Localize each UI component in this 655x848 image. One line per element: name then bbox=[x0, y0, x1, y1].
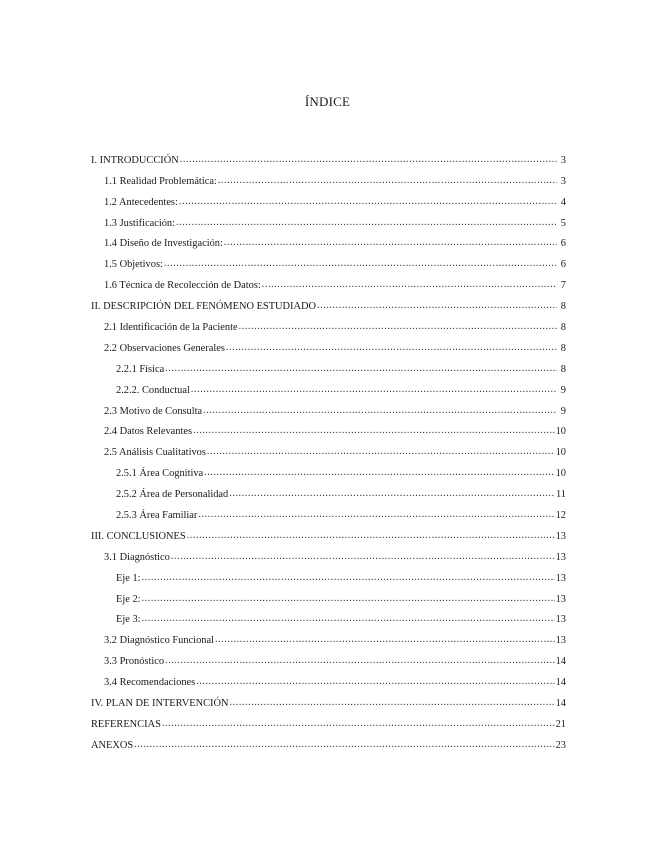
dot-leader bbox=[239, 322, 557, 334]
dot-leader bbox=[196, 677, 554, 689]
toc-entry-label: 1.4 Diseño de Investigación: bbox=[104, 238, 223, 250]
toc-entry[interactable] bbox=[91, 271, 566, 292]
toc-entry-label: 2.3 Motivo de Consulta bbox=[104, 405, 203, 417]
toc-entry-label: 2.2.2. Conductual bbox=[116, 384, 190, 396]
toc-entry-page-number: 13 bbox=[555, 530, 566, 542]
toc-entry-page-number: 6 bbox=[560, 238, 566, 250]
dot-leader bbox=[193, 426, 555, 438]
toc-entry-label: Eje 3: bbox=[116, 614, 141, 626]
dot-leader bbox=[187, 531, 555, 543]
toc-entry-page-number: 8 bbox=[560, 363, 566, 375]
toc-entry[interactable] bbox=[91, 250, 566, 271]
dot-leader bbox=[317, 301, 557, 313]
toc-entry[interactable] bbox=[91, 543, 566, 564]
dot-leader bbox=[226, 343, 557, 355]
dot-leader bbox=[142, 573, 555, 585]
toc-entry[interactable] bbox=[91, 438, 566, 459]
toc-entry-page-number: 10 bbox=[555, 426, 566, 438]
dot-leader bbox=[262, 280, 557, 292]
toc-entry-label: 3.4 Recomendaciones bbox=[104, 677, 196, 689]
dot-leader bbox=[162, 719, 555, 731]
toc-entry[interactable] bbox=[91, 522, 566, 543]
toc-entry-page-number: 13 bbox=[555, 572, 566, 584]
dot-leader bbox=[204, 468, 554, 480]
toc-entry-page-number: 8 bbox=[560, 301, 566, 313]
dot-leader bbox=[134, 740, 554, 752]
toc-entry-label: 1.1 Realidad Problemática: bbox=[104, 175, 217, 187]
toc-entry-label: 2.5 Análisis Cualitativos bbox=[104, 447, 206, 459]
toc-entry[interactable] bbox=[91, 292, 566, 313]
dot-leader bbox=[203, 406, 557, 418]
dot-leader bbox=[215, 635, 555, 647]
toc-entry-page-number: 13 bbox=[555, 551, 566, 563]
toc-entry-label: 3.1 Diagnóstico bbox=[104, 551, 170, 563]
toc-entry-page-number: 7 bbox=[560, 280, 566, 292]
toc-entry-page-number: 14 bbox=[555, 656, 566, 668]
dot-leader bbox=[164, 259, 557, 271]
toc-entry-label: IV. PLAN DE INTERVENCIÓN bbox=[91, 698, 229, 710]
dot-leader bbox=[179, 197, 557, 209]
toc-entry-page-number: 14 bbox=[555, 698, 566, 710]
toc-entry-label: 1.6 Técnica de Recolección de Datos: bbox=[104, 280, 261, 292]
dot-leader bbox=[180, 155, 557, 167]
toc-entry[interactable] bbox=[91, 480, 566, 501]
dot-leader bbox=[142, 614, 555, 626]
toc-entry[interactable] bbox=[91, 167, 566, 188]
dot-leader bbox=[165, 656, 555, 668]
toc-entry[interactable] bbox=[91, 689, 566, 710]
toc-entry[interactable] bbox=[91, 459, 566, 480]
toc-entry[interactable] bbox=[91, 564, 566, 585]
toc-entry[interactable] bbox=[91, 334, 566, 355]
toc-entry[interactable] bbox=[91, 501, 566, 522]
toc-entry-page-number: 8 bbox=[560, 342, 566, 354]
toc-entry[interactable] bbox=[91, 606, 566, 627]
toc-entry-page-number: 13 bbox=[555, 614, 566, 626]
toc-entry-page-number: 5 bbox=[560, 217, 566, 229]
dot-leader bbox=[176, 218, 557, 230]
dot-leader bbox=[171, 552, 555, 564]
toc-entry[interactable] bbox=[91, 397, 566, 418]
toc-entry[interactable] bbox=[91, 731, 566, 752]
toc-entry-label: ANEXOS bbox=[91, 739, 134, 751]
dot-leader bbox=[191, 385, 557, 397]
toc-entry[interactable] bbox=[91, 710, 566, 731]
toc-entry-page-number: 10 bbox=[555, 447, 566, 459]
toc-entry-page-number: 4 bbox=[560, 196, 566, 208]
toc-entry-label: 1.5 Objetivos: bbox=[104, 259, 163, 271]
toc-entry-label: 3.2 Diagnóstico Funcional bbox=[104, 635, 214, 647]
toc-entry-page-number: 13 bbox=[555, 593, 566, 605]
toc-entry-label: 2.5.1 Área Cognitiva bbox=[116, 468, 204, 480]
toc-entry-page-number: 11 bbox=[555, 489, 566, 501]
toc-entry-label: 2.1 Identificación de la Paciente bbox=[104, 322, 238, 334]
page-title: ÍNDICE bbox=[304, 94, 351, 109]
toc-entry-label: 2.4 Datos Relevantes bbox=[104, 426, 193, 438]
dot-leader bbox=[230, 698, 555, 710]
toc-entry-page-number: 3 bbox=[560, 154, 566, 166]
toc-entry-label: Eje 2: bbox=[116, 593, 141, 605]
toc-entry[interactable] bbox=[91, 230, 566, 251]
toc-entry-label: III. CONCLUSIONES bbox=[91, 530, 186, 542]
toc-entry-page-number: 9 bbox=[560, 384, 566, 396]
toc-entry[interactable] bbox=[91, 188, 566, 209]
toc-entry-label: 2.5.3 Área Familiar bbox=[116, 510, 198, 522]
toc-entry[interactable] bbox=[91, 146, 566, 167]
toc-entry[interactable] bbox=[91, 647, 566, 668]
dot-leader bbox=[198, 510, 554, 522]
toc-entry[interactable] bbox=[91, 355, 566, 376]
toc-entry-page-number: 12 bbox=[555, 510, 566, 522]
dot-leader bbox=[229, 489, 555, 501]
toc-entry[interactable] bbox=[91, 668, 566, 689]
toc-entry-page-number: 9 bbox=[560, 405, 566, 417]
toc-entry[interactable] bbox=[91, 626, 566, 647]
toc-entry[interactable] bbox=[91, 313, 566, 334]
toc-entry[interactable] bbox=[91, 418, 566, 439]
toc-entry-page-number: 8 bbox=[560, 322, 566, 334]
toc-entry[interactable] bbox=[91, 209, 566, 230]
toc-entry-page-number: 14 bbox=[555, 677, 566, 689]
toc-entry-label: I. INTRODUCCIÓN bbox=[91, 154, 179, 166]
dot-leader bbox=[207, 447, 555, 459]
toc-entry-page-number: 6 bbox=[560, 259, 566, 271]
toc-entry-label: 1.2 Antecedentes: bbox=[104, 196, 178, 208]
toc-entry-label: Eje 1: bbox=[116, 572, 141, 584]
toc-entry-label: 3.3 Pronóstico bbox=[104, 656, 165, 668]
toc-entry-page-number: 23 bbox=[555, 739, 566, 751]
toc-entry[interactable] bbox=[91, 376, 566, 397]
table-of-contents bbox=[91, 146, 566, 752]
dot-leader bbox=[218, 176, 557, 188]
dot-leader bbox=[165, 364, 557, 376]
toc-entry-label: 2.2.1 Física bbox=[116, 363, 165, 375]
toc-entry-label: 1.3 Justificación: bbox=[104, 217, 175, 229]
toc-entry-label: 2.5.2 Área de Personalidad bbox=[116, 489, 229, 501]
dot-leader bbox=[142, 594, 555, 606]
toc-entry-label: II. DESCRIPCIÓN DEL FENÓMENO ESTUDIADO bbox=[91, 301, 317, 313]
dot-leader bbox=[224, 238, 557, 250]
toc-entry-page-number: 10 bbox=[555, 468, 566, 480]
toc-entry-page-number: 21 bbox=[555, 718, 566, 730]
toc-entry-page-number: 13 bbox=[555, 635, 566, 647]
toc-entry-page-number: 3 bbox=[560, 175, 566, 187]
toc-entry[interactable] bbox=[91, 585, 566, 606]
toc-entry-label: 2.2 Observaciones Generales bbox=[104, 342, 225, 354]
toc-entry-label: REFERENCIAS bbox=[91, 718, 161, 730]
